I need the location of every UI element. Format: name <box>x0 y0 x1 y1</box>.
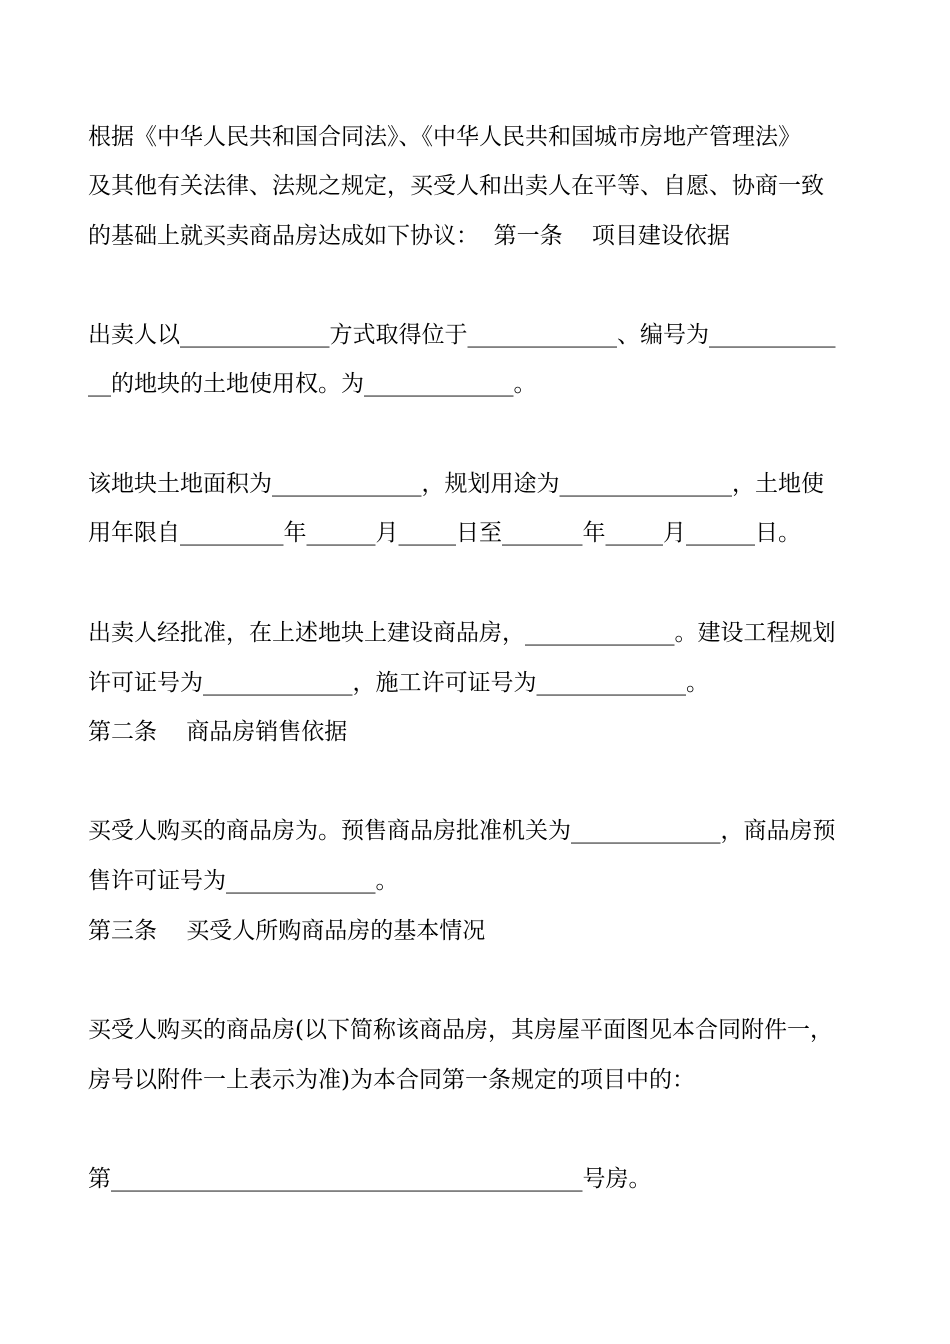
text-line: 及其他有关法律、法规之规定，买受人和出卖人在平等、自愿、协商一致 <box>88 173 824 199</box>
text-line: 买受人购买的商品房(以下简称该商品房，其房屋平面图见本合同附件一， <box>88 1017 833 1043</box>
text-line: __的地块的土地使用权。为_____________。 <box>88 371 537 397</box>
text-line: 买受人购买的商品房为。预售商品房批准机关为_____________，商品房预 <box>88 818 836 844</box>
article-heading: 第三条 买受人所购商品房的基本情况 <box>88 918 486 944</box>
text-line: 房号以附件一上表示为准)为本合同第一条规定的项目中的： <box>88 1067 695 1093</box>
text-line: 出卖人以_____________方式取得位于_____________、编号为___________ <box>88 322 836 348</box>
text-line: 许可证号为_____________，施工许可证号为_____________。 <box>88 670 709 696</box>
text-line: 根据《中华人民共和国合同法》、《中华人民共和国城市房地产管理法》 <box>88 124 801 150</box>
text-line: 用年限自_________年______月_____日至_______年_____月______日。 <box>88 520 801 546</box>
text-line: 该地块土地面积为_____________，规划用途为_______________，土地使 <box>88 471 824 497</box>
text-line: 售许可证号为_____________。 <box>88 868 399 894</box>
text-line: 第_________________________________________号房。 <box>88 1166 652 1192</box>
article-heading: 第二条 商品房销售依据 <box>88 719 348 745</box>
text-line: 出卖人经批准，在上述地块上建设商品房，_____________。建设工程规划 <box>88 620 836 646</box>
text-line: 的基础上就买卖商品房达成如下协议： 第一条 项目建设依据 <box>88 223 730 249</box>
